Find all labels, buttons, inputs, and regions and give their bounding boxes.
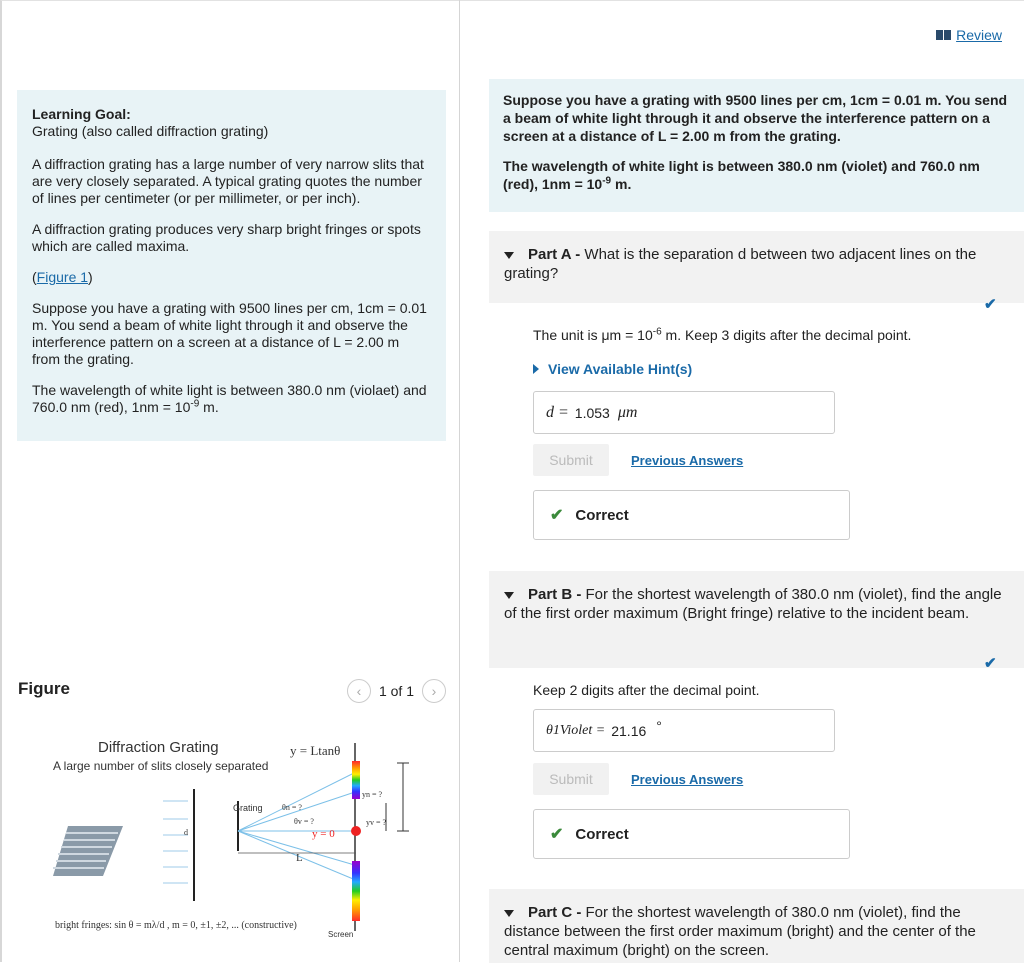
correct-check-icon: ✔ [550,826,564,843]
prev-figure-button[interactable]: ‹ [347,679,371,703]
next-figure-button[interactable]: › [422,679,446,703]
diffraction-grating-figure [48,731,430,943]
part-a-answer-field[interactable] [533,391,835,434]
yn-label: yn = ? [362,790,383,799]
theta-v-label: θv = ? [294,817,314,826]
yv-label: yv = ? [366,818,387,827]
expand-hint-icon [533,364,539,374]
part-c-label: Part C - [528,904,586,921]
part-b-complete-check-icon: ✔ [984,655,997,672]
collapse-part-a-icon[interactable] [504,252,514,259]
intro-paragraph-1: Suppose you have a grating with 9500 lines per cm, 1cm = 0.01 m. You send a beam of white light through it and observe the interference pattern on a screen at a distance of L = 2.00 m from the grating. [503,92,1008,144]
right-pane [460,0,1024,962]
part-a-question: What is the separation d between two adjacent lines on the grating? [504,246,977,282]
figure-link[interactable]: Figure 1 [36,269,89,285]
part-a-complete-check-icon: ✔ [984,296,997,313]
intro-paragraph-2: The wavelength of white light is between 380.0 nm (violet) and 760.0 nm (red), $1nm = 10^{-9}$ m. [503,158,980,192]
figure-title: Figure [18,679,70,698]
screen-label: Screen [328,930,354,939]
book-icon [936,30,951,40]
part-b-unit: ° [656,717,662,734]
part-c-question: For the shortest wavelength of 380.0 nm (violet), find the distance between the first order maximum (bright) and the center of the central maximum (bright) on the screen. [504,904,976,959]
part-b-label: Part B - [528,586,586,603]
fringe-formula: bright fringes: sin θ = mλ/d , m = 0, ±1, ±2, ... (constructive) [55,920,297,931]
part-a-unit: μm [617,403,638,421]
review-link[interactable] [936,27,1002,43]
grating-label: Grating [233,803,263,813]
goal-subtitle: Grating (also called diffraction grating) [32,123,269,139]
goal-paragraph-1: A diffraction grating has a large number of very narrow slits that are very closely separated. A typical grating quotes the number of lines per centimeter (or per millimeter, or per inch). [32,156,424,206]
part-b-question: For the shortest wavelength of 380.0 nm (violet), find the angle of the first order maximum (Bright fringe) relative to the incident beam. [504,586,1002,622]
part-a-instructions: The unit is $\mu m = 10^{-6}$ m. Keep 3 digits after the decimal point. [533,326,912,343]
y0-label: y = 0 [312,828,335,840]
part-a-header[interactable] [489,231,1024,303]
part-a-submit-button[interactable]: Submit [533,444,609,476]
part-a-label: Part A - [528,246,585,263]
part-b-variable: θ1Violet = [546,722,606,738]
theta-n-label: θn = ? [282,803,302,812]
figure-page-count: 1 of 1 [378,683,414,699]
view-hints-link[interactable]: View Available Hint(s) [533,361,692,377]
goal-paragraph-2: A diffraction grating produces very sharp bright fringes or spots which are called maxima. [32,221,421,254]
collapse-part-b-icon[interactable] [504,592,514,599]
L-label: L [296,852,303,864]
part-b-submit-button[interactable]: Submit [533,763,609,795]
part-b-value: 21.16 [611,722,647,739]
part-b-feedback [533,809,850,859]
goal-paragraph-4: The wavelength of white light is between 380.0 nm (violaet) and 760.0 nm (red), $1nm = 10^{-9}$ m. [32,382,427,415]
figure-pager [347,679,446,703]
collapse-part-c-icon[interactable] [504,910,514,917]
correct-check-icon: ✔ [550,507,564,524]
part-a-variable: d = [546,403,569,421]
learning-goal-box: Learning Goal: Grating (also called diffraction grating) A diffraction grating has a large number of very narrow slits that are very closely separated. A typical grating quotes the number of lines per centimeter (or per millimeter, or per inch). A diffraction grating produces very sharp bright fringes or spots which are called maxima. (Figure 1) Suppose you have a grating with 9500 lines per cm, 1cm = 0.01 m. You send a beam of white light through it and observe the interference pattern on a screen at a distance of L = 2.00 m from the grating. The wavelength of white light is between 380.0 nm (violaet) and 760.0 nm (red), $1nm = 10^{-9}$ m. [17,90,446,441]
part-a-value: 1.053 [574,404,610,421]
figure-header [18,679,446,705]
part-b-previous-answers-link[interactable]: Previous Answers [631,772,744,787]
figure-diagram-title: Diffraction Grating [98,739,219,756]
goal-paragraph-3: Suppose you have a grating with 9500 lines per cm, 1cm = 0.01 m. You send a beam of white light through it and observe the interference pattern on a screen at a distance of L = 2.00 m from the grating. [32,300,427,367]
problem-intro [489,79,1024,212]
part-b-instructions: Keep 2 digits after the decimal point. [533,682,760,698]
part-a-feedback [533,490,850,540]
goal-title: Learning Goal: [32,106,131,122]
d-label: d [184,828,188,837]
part-b-feedback-text: Correct [575,825,629,843]
part-c-header[interactable] [489,889,1024,963]
figure-y-equation: y = Ltanθ [290,743,341,758]
review-label: Review [956,27,1002,43]
part-a-feedback-text: Correct [575,506,629,524]
figure-diagram-subtitle: A large number of slits closely separated [53,759,269,773]
left-pane [0,0,459,962]
part-b-answer-field[interactable] [533,709,835,752]
part-b-header[interactable] [489,571,1024,668]
part-a-previous-answers-link[interactable]: Previous Answers [631,453,744,468]
